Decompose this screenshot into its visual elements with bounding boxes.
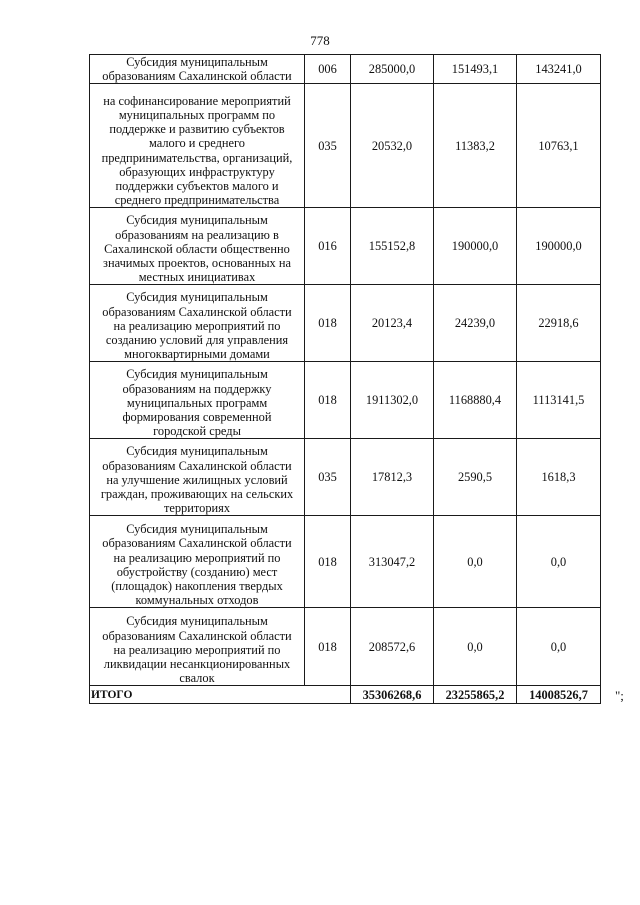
- row-name: Субсидия муниципальным образованиям Сахалинской области: [90, 55, 305, 84]
- row-value-1: 285000,0: [351, 55, 434, 84]
- row-value-2: 190000,0: [434, 208, 517, 285]
- row-name: Субсидия муниципальным образованиям Сахалинской области на реализацию мероприятий по ликвидации несанкционированных свалок: [90, 608, 305, 686]
- row-value-3: 190000,0: [517, 208, 601, 285]
- row-value-2: 11383,2: [434, 84, 517, 208]
- row-value-3: 0,0: [517, 516, 601, 608]
- table-row: [90, 285, 601, 362]
- row-value-1: 20123,4: [351, 285, 434, 362]
- row-code: 018: [305, 362, 351, 439]
- total-value-1: 35306268,6: [351, 686, 434, 704]
- table-row: [90, 84, 601, 208]
- row-code: 018: [305, 608, 351, 686]
- row-value-1: 1911302,0: [351, 362, 434, 439]
- row-value-2: 2590,5: [434, 439, 517, 516]
- row-value-1: 17812,3: [351, 439, 434, 516]
- row-value-1: 313047,2: [351, 516, 434, 608]
- total-value-2: 23255865,2: [434, 686, 517, 704]
- row-name: Субсидия муниципальным образованиям на поддержку муниципальных программ формирования современной городской среды: [90, 362, 305, 439]
- row-code: 035: [305, 84, 351, 208]
- row-value-2: 151493,1: [434, 55, 517, 84]
- total-row: [90, 686, 601, 704]
- total-label: ИТОГО: [90, 686, 351, 704]
- table-row: [90, 608, 601, 686]
- page-number: 778: [310, 33, 330, 48]
- table-row: [90, 439, 601, 516]
- total-value-3: 14008526,7: [517, 686, 601, 704]
- row-value-1: 155152,8: [351, 208, 434, 285]
- row-code: 006: [305, 55, 351, 84]
- row-value-2: 1168880,4: [434, 362, 517, 439]
- table-row: [90, 55, 601, 84]
- closing-quote-mark: ";: [615, 688, 624, 703]
- row-name: Субсидия муниципальным образованиям на реализацию в Сахалинской области общественно значимых проектов, основанных на местных инициативах: [90, 208, 305, 285]
- budget-table: [89, 54, 601, 704]
- row-code: 018: [305, 516, 351, 608]
- table-row: [90, 362, 601, 439]
- table-row: [90, 208, 601, 285]
- table-row: [90, 516, 601, 608]
- row-value-3: 1618,3: [517, 439, 601, 516]
- row-name: Субсидия муниципальным образованиям Сахалинской области на улучшение жилищных условий граждан, проживающих на сельских территориях: [90, 439, 305, 516]
- row-value-3: 22918,6: [517, 285, 601, 362]
- row-value-2: 0,0: [434, 516, 517, 608]
- row-value-3: 143241,0: [517, 55, 601, 84]
- row-value-3: 1113141,5: [517, 362, 601, 439]
- row-code: 016: [305, 208, 351, 285]
- row-name: на софинансирование мероприятий муниципальных программ по поддержке и развитию субъектов малого и среднего предпринимательства, организаций, образующих инфраструктуру поддержки субъектов малого и среднего предпринимательства: [90, 84, 305, 208]
- row-value-2: 24239,0: [434, 285, 517, 362]
- row-value-3: 0,0: [517, 608, 601, 686]
- row-name: Субсидия муниципальным образованиям Сахалинской области на реализацию мероприятий по созданию условий для управления многоквартирными домами: [90, 285, 305, 362]
- row-value-1: 208572,6: [351, 608, 434, 686]
- row-value-1: 20532,0: [351, 84, 434, 208]
- row-code: 018: [305, 285, 351, 362]
- row-value-2: 0,0: [434, 608, 517, 686]
- row-value-3: 10763,1: [517, 84, 601, 208]
- row-name: Субсидия муниципальным образованиям Сахалинской области на реализацию мероприятий по обустройству (созданию) мест (площадок) накопления твердых коммунальных отходов: [90, 516, 305, 608]
- row-code: 035: [305, 439, 351, 516]
